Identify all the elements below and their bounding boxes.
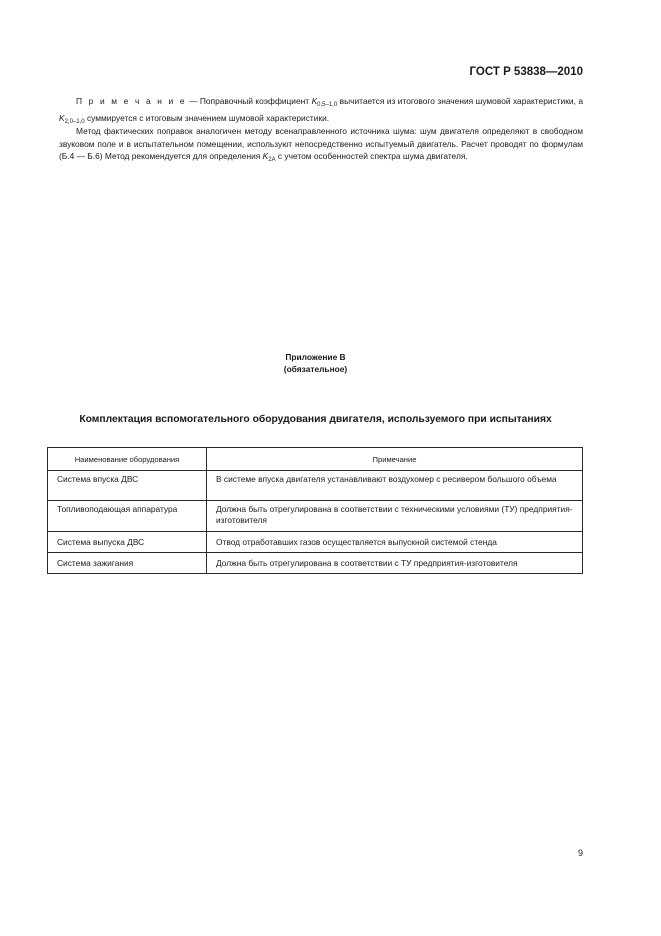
note-paragraph: [59, 95, 583, 128]
note-cell: Должна быть отрегулирована в соответствии с техническими условиями (ТУ) предприятия-изготовителя: [207, 501, 583, 532]
equipment-name-cell: Система выпуска ДВС: [48, 532, 207, 553]
method-coef-subscript: 2А: [268, 157, 276, 163]
coef-subscript-2: 2,0–1,0: [64, 118, 85, 125]
header-note: Примечание: [207, 448, 583, 471]
equipment-name-cell: Система зажигания: [48, 553, 207, 574]
method-text-1: Метод фактических поправок аналогичен методу всенаправленного источника шума: шум двигателя определяют в свободном звуковом поле и в испытательном помещении, используют непосредственно испытуемый двигатель. Расчет проводят по формулам (Б.4 — Б.6) Метод рекомендуется для определения: [59, 126, 583, 161]
coef-symbol-2: K: [59, 112, 65, 123]
table-row: [48, 471, 583, 501]
table-header-row: [48, 448, 583, 471]
method-coef-symbol: K: [262, 151, 269, 161]
note-cell: Отвод отработавших газов осуществляется выпускной системой стенда: [207, 532, 583, 553]
equipment-name-cell: Система впуска ДВС: [48, 471, 207, 501]
note-text-3: суммируется с итоговым значением шумовой характеристики.: [84, 112, 330, 123]
note-label: П р и м е ч а н и е: [76, 96, 187, 106]
method-text-2: с учетом особенностей спектра шума двигателя.: [275, 151, 468, 161]
note-cell: В системе впуска двигателя устанавливают воздухомер с ресивером большого объема: [207, 471, 583, 501]
table-caption: Комплектация вспомогательного оборудования двигателя, используемого при испытаниях: [79, 414, 552, 425]
page-number: 9: [577, 848, 583, 858]
appendix-title: Приложение В: [285, 352, 346, 362]
equipment-name-cell: Топливоподающая аппаратура: [48, 501, 207, 532]
note-text-1: — Поправочный коэффициент: [186, 96, 312, 106]
appendix-status: (обязательное): [283, 364, 348, 374]
table-row: [48, 553, 583, 574]
header-equipment-name: Наименование оборудования: [48, 448, 207, 471]
table-row: [48, 532, 583, 553]
equipment-table: [47, 447, 583, 574]
coef-symbol: K: [311, 96, 318, 106]
document-number: ГОСТ Р 53838—2010: [469, 66, 583, 78]
note-cell: Должна быть отрегулирована в соответствии с ТУ предприятия-изготовителя: [207, 553, 583, 574]
coef-subscript-1: 0,5–1,0: [317, 102, 338, 108]
note-text-2: вычитается из итогового значения шумовой характеристики, а: [337, 96, 583, 106]
method-paragraph: [59, 125, 583, 167]
table-row: [48, 501, 583, 532]
